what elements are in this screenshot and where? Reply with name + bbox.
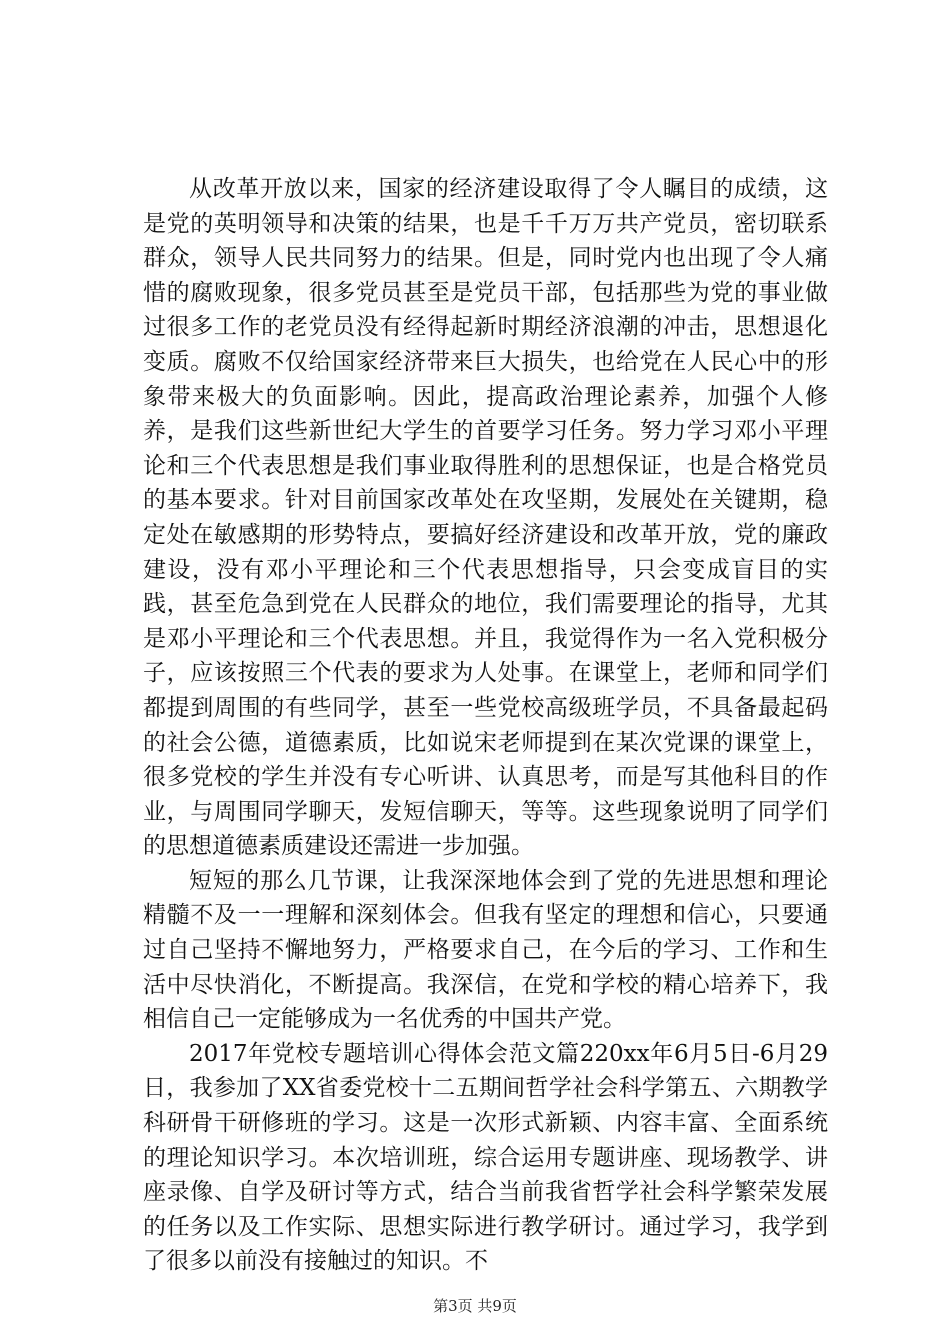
paragraph-1: 从改革开放以来，国家的经济建设取得了令人瞩目的成绩，这是党的英明领导和决策的结果，也是千千万万共产党员，密切联系群众，领导人民共同努力的结果。但是，同时党内也出现了令人痛惜的腐败现象，很多党员甚至是党员干部，包括那些为党的事业做过很多工作的老党员没有经得起新时期经济浪潮的冲击，思想退化变质。腐败不仅给国家经济带来巨大损失，也给党在人民心中的形象带来极大的负面影响。因此，提高政治理论素养，加强个人修养，是我们这些新世纪大学生的首要学习任务。努力学习邓小平理论和三个代表思想是我们事业取得胜利的思想保证，也是合格党员的基本要求。针对目前国家改革处在攻坚期，发展处在关键期，稳定处在敏感期的形势特点，要搞好经济建设和改革开放，党的廉政建设，没有邓小平理论和三个代表思想指导，只会变成盲目的实践，甚至危急到党在人民群众的地位，我们需要理论的指导，尤其是邓小平理论和三个代表思想。并且，我觉得作为一名入党积极分子，应该按照三个代表的要求为人处事。在课堂上，老师和同学们都提到周围的有些同学，甚至一些党校高级班学员，不具备最起码的社会公德，道德素质，比如说宋老师提到在某次党课的课堂上，很多党校的学生并没有专心听讲、认真思考，而是写其他科目的作业，与周围同学聊天，发短信聊天，等等。这些现象说明了同学们的思想道德素质建设还需进一步加强。 <box>143 176 828 860</box>
paragraph-3: 2017年党校专题培训心得体会范文篇220xx年6月5日-6月29日，我参加了XX省委党校十二五期间哲学社会科学第五、六期教学科研骨干研修班的学习。这是一次形式新颖、内容丰富、全面系统的理论知识学习。本次培训班，综合运用专题讲座、现场教学、讲座录像、自学及研讨等方式，结合当前我省哲学社会科学繁荣发展的任务以及工作实际、思想实际进行教学研讨。通过学习，我学到了很多以前没有接触过的知识。不 <box>143 1040 828 1275</box>
document-body <box>143 172 828 1279</box>
paragraph-2: 短短的那么几节课，让我深深地体会到了党的先进思想和理论精髓不及一一理解和深刻体会。但我有坚定的理想和信心，只要通过自己坚持不懈地努力，严格要求自己，在今后的学习、工作和生活中尽快消化，不断提高。我深信，在党和学校的精心培养下，我相信自己一定能够成为一名优秀的中国共产党。 <box>143 867 828 1033</box>
page-number-footer: 第3页 共9页 <box>433 1297 517 1315</box>
